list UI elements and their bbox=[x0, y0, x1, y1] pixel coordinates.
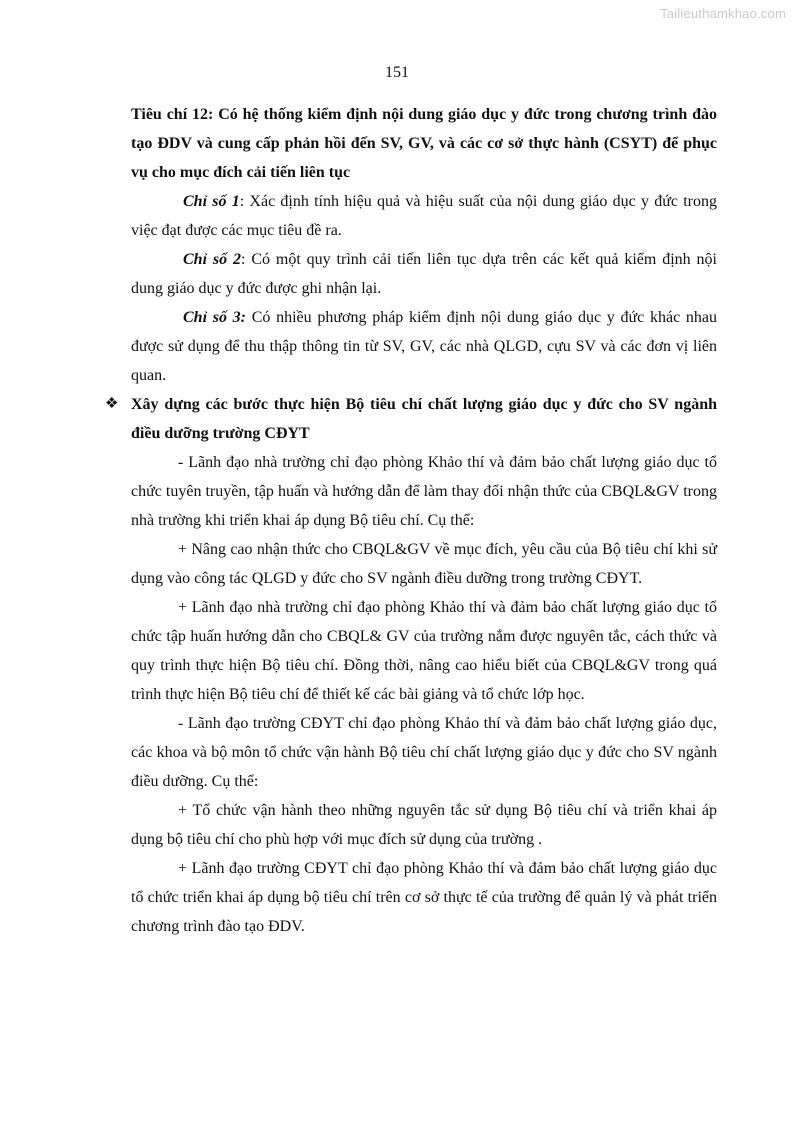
indicator-1 bbox=[131, 187, 717, 245]
watermark-text: Tailieuthamkhao.com bbox=[660, 6, 786, 21]
criterion-title: Tiêu chí 12: Có hệ thống kiểm định nội dung giáo dục y đức trong chương trình đào tạo ĐDV và cung cấp phản hồi đến SV, GV, và các cơ sở thực hành (CSYT) để phục vụ cho mục đích cải tiến liên tục bbox=[131, 106, 717, 181]
paragraph: + Lãnh đạo trường CĐYT chỉ đạo phòng Khảo thí và đảm bảo chất lượng giáo dục tổ chức triển khai áp dụng bộ tiêu chí trên cơ sở thực tế của trường để quản lý và phát triển chương trình đào tạo ĐDV. bbox=[131, 860, 717, 935]
indicator-label: Chỉ số 1 bbox=[183, 193, 240, 210]
document-body bbox=[105, 100, 718, 941]
page-number: 151 bbox=[385, 64, 409, 81]
diamond-bullet-icon: ❖ bbox=[105, 396, 119, 412]
indicator-2 bbox=[131, 245, 717, 303]
section-heading-text: Xây dựng các bước thực hiện Bộ tiêu chí chất lượng giáo dục y đức cho SV ngành điều dưỡng trường CĐYT bbox=[131, 396, 717, 442]
section-heading bbox=[105, 390, 717, 448]
paragraph: + Nâng cao nhận thức cho CBQL&GV về mục đích, yêu cầu của Bộ tiêu chí khi sử dụng vào công tác QLGD y đức cho SV ngành điều dưỡng trong trường CĐYT. bbox=[131, 541, 717, 587]
paragraph: - Lãnh đạo nhà trường chỉ đạo phòng Khảo thí và đảm bảo chất lượng giáo dục tổ chức tuyên truyền, tập huấn và hướng dẫn để làm thay đổi nhận thức của CBQL&GV trong nhà trường khi triển khai áp dụng Bộ tiêu chí. Cụ thể: bbox=[131, 454, 717, 529]
indicator-label: Chỉ số 2 bbox=[183, 251, 242, 268]
paragraph: + Lãnh đạo nhà trường chỉ đạo phòng Khảo thí và đảm bảo chất lượng giáo dục tổ chức tập huấn hướng dẫn cho CBQL& GV của trường nắm được nguyên tắc, cách thức và quy trình thực hiện Bộ tiêu chí. Đồng thời, nâng cao hiểu biết của CBQL&GV trong quá trình thực hiện Bộ tiêu chí để thiết kế các bài giảng và tổ chức lớp học. bbox=[131, 599, 717, 703]
indicator-text: Có nhiều phương pháp kiểm định nội dung giáo dục y đức khác nhau được sử dụng để thu thập thông tin từ SV, GV, các nhà QLGD, cựu SV và các đơn vị liên quan. bbox=[131, 309, 718, 384]
indicator-label: Chỉ số 3: bbox=[183, 309, 246, 326]
indicator-text: : Xác định tính hiệu quả và hiệu suất của nội dung giáo dục y đức trong việc đạt được các mục tiêu đề ra. bbox=[131, 193, 718, 239]
paragraph: - Lãnh đạo trường CĐYT chỉ đạo phòng Khảo thí và đảm bảo chất lượng giáo dục, các khoa và bộ môn tổ chức vận hành Bộ tiêu chí chất lượng giáo dục y đức cho SV ngành điều dưỡng. Cụ thể: bbox=[131, 715, 717, 790]
indicator-3 bbox=[131, 303, 717, 390]
indicator-text: : Có một quy trình cải tiến liên tục dựa trên các kết quả kiểm định nội dung giáo dục y đức được ghi nhận lại. bbox=[131, 251, 718, 297]
paragraph: + Tổ chức vận hành theo những nguyên tắc sử dụng Bộ tiêu chí và triển khai áp dụng bộ tiêu chí cho phù hợp với mục đích sử dụng của trường . bbox=[131, 802, 717, 848]
